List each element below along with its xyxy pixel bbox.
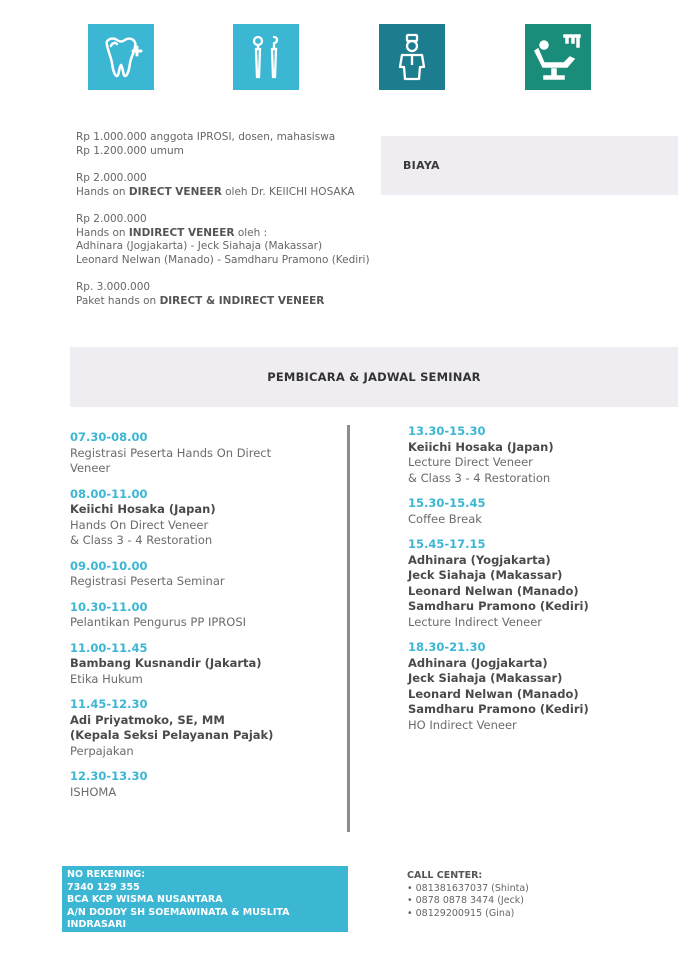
schedule-right-column bbox=[408, 424, 668, 743]
slot-description: Etika Hukum bbox=[70, 671, 143, 686]
fee-price: Rp 2.000.000 bbox=[76, 172, 147, 184]
slot-speaker: Keiichi Hosaka (Japan) bbox=[408, 439, 554, 454]
slot-speaker: Adi Priyatmoko, SE, MM bbox=[70, 712, 225, 727]
slot-speaker: Keiichi Hosaka (Japan) bbox=[70, 502, 216, 516]
fee-speakers: Leonard Nelwan (Manado) - Samdharu Pramono (Kediri) bbox=[76, 253, 370, 266]
bank-name: BCA KCP WISMA NUSANTARA bbox=[67, 894, 223, 906]
schedule-slot bbox=[408, 537, 668, 630]
call-center-contact: • 0878 0878 3474 (Jeck) bbox=[407, 895, 524, 907]
slot-time: 10.30-11.00 bbox=[70, 599, 148, 614]
dentist-icon bbox=[379, 24, 445, 90]
slot-time: 12.30-13.30 bbox=[70, 769, 148, 783]
bank-account-box bbox=[62, 866, 348, 932]
fee-price: Rp 2.000.000 bbox=[76, 213, 147, 225]
dental-tools-icon bbox=[233, 24, 299, 90]
schedule-slot bbox=[408, 424, 668, 486]
slot-description: Perpajakan bbox=[70, 743, 134, 758]
biaya-heading: BIAYA bbox=[403, 159, 440, 172]
slot-description: Hands On Direct Veneer bbox=[70, 517, 209, 532]
fee-desc: Hands on INDIRECT VENEER oleh : bbox=[76, 226, 268, 239]
slot-time: 08.00-11.00 bbox=[70, 486, 148, 501]
fee-line: Rp 1.000.000 anggota IPROSI, dosen, mahasiswa bbox=[76, 131, 336, 143]
slot-time: 18.30-21.30 bbox=[408, 640, 486, 654]
dental-chair-icon bbox=[525, 24, 591, 90]
account-holder: A/N DODDY SH SOEMAWINATA & MUSLITA INDRASARI bbox=[67, 906, 290, 931]
slot-description: Lecture Direct Veneer bbox=[408, 455, 533, 469]
slot-speaker: Bambang Kusnandir (Jakarta) bbox=[70, 656, 262, 670]
bank-account-title: NO REKENING: bbox=[67, 869, 146, 880]
fee-item bbox=[76, 172, 386, 199]
slot-description: Lecture Indirect Veneer bbox=[408, 614, 543, 629]
fee-desc: Paket hands on DIRECT & INDIRECT VENEER bbox=[76, 294, 325, 307]
schedule-slot bbox=[70, 559, 330, 590]
slot-speaker: Adhinara (Jogjakarta) bbox=[408, 655, 548, 670]
fee-line: Rp 1.200.000 umum bbox=[76, 144, 184, 157]
call-center-title: CALL CENTER: bbox=[407, 870, 483, 881]
slot-description: Pelantikan Pengurus PP IPROSI bbox=[70, 615, 247, 629]
slot-time: 07.30-08.00 bbox=[70, 430, 148, 444]
fee-list bbox=[76, 131, 386, 322]
schedule-slot bbox=[408, 640, 668, 733]
slot-description: Registrasi Peserta Seminar bbox=[70, 574, 225, 588]
slot-time: 11.00-11.45 bbox=[70, 640, 148, 655]
tooth-icon bbox=[88, 24, 154, 90]
call-center-contact: • 08129200915 (Gina) bbox=[407, 907, 515, 919]
schedule-slot bbox=[70, 641, 330, 688]
slot-speaker: Leonard Nelwan (Manado) bbox=[408, 686, 579, 701]
fee-price: Rp. 3.000.000 bbox=[76, 281, 151, 293]
slot-time: 13.30-15.30 bbox=[408, 424, 486, 438]
slot-description: & Class 3 - 4 Restoration bbox=[70, 533, 213, 547]
schedule-left-column bbox=[70, 430, 330, 810]
schedule-slot bbox=[70, 487, 330, 549]
slot-speaker: Jeck Siahaja (Makassar) bbox=[408, 671, 563, 685]
section-title: PEMBICARA & JADWAL SEMINAR bbox=[267, 370, 481, 384]
column-divider bbox=[347, 425, 350, 832]
slot-description: & Class 3 - 4 Restoration bbox=[408, 470, 551, 485]
schedule-slot bbox=[70, 600, 330, 631]
slot-time: 11.45-12.30 bbox=[70, 697, 148, 711]
fee-desc: Hands on DIRECT VENEER oleh Dr. KEIICHI HOSAKA bbox=[76, 185, 355, 198]
slot-description: Veneer bbox=[70, 461, 111, 475]
slot-speaker: Adhinara (Yogjakarta) bbox=[408, 552, 551, 567]
fee-speakers: Adhinara (Jogjakarta) - Jeck Siahaja (Makassar) bbox=[76, 240, 323, 252]
slot-time: 09.00-10.00 bbox=[70, 558, 148, 573]
slot-description: Registrasi Peserta Hands On Direct bbox=[70, 445, 272, 460]
schedule-slot bbox=[70, 430, 330, 477]
slot-speaker: Leonard Nelwan (Manado) bbox=[408, 583, 579, 598]
bank-account-number: 7340 129 355 bbox=[67, 881, 140, 893]
fee-item bbox=[76, 131, 386, 158]
slot-speaker: Samdharu Pramono (Kediri) bbox=[408, 599, 589, 613]
schedule-slot bbox=[408, 496, 668, 527]
schedule-slot bbox=[70, 697, 330, 759]
slot-time: 15.30-15.45 bbox=[408, 496, 486, 510]
slot-speaker: Samdharu Pramono (Kediri) bbox=[408, 702, 589, 716]
slot-description: Coffee Break bbox=[408, 511, 482, 526]
slot-speaker: Jeck Siahaja (Makassar) bbox=[408, 568, 563, 582]
slot-description: ISHOMA bbox=[70, 784, 117, 799]
call-center-contact: • 081381637037 (Shinta) bbox=[407, 882, 529, 894]
slot-speaker: (Kepala Seksi Pelayanan Pajak) bbox=[70, 728, 274, 742]
fee-item bbox=[76, 213, 386, 267]
section-band bbox=[70, 347, 678, 407]
slot-time: 15.45-17.15 bbox=[408, 537, 486, 551]
schedule-slot bbox=[70, 769, 330, 800]
call-center bbox=[407, 870, 607, 920]
fee-item bbox=[76, 281, 386, 308]
slot-description: HO Indirect Veneer bbox=[408, 717, 517, 732]
